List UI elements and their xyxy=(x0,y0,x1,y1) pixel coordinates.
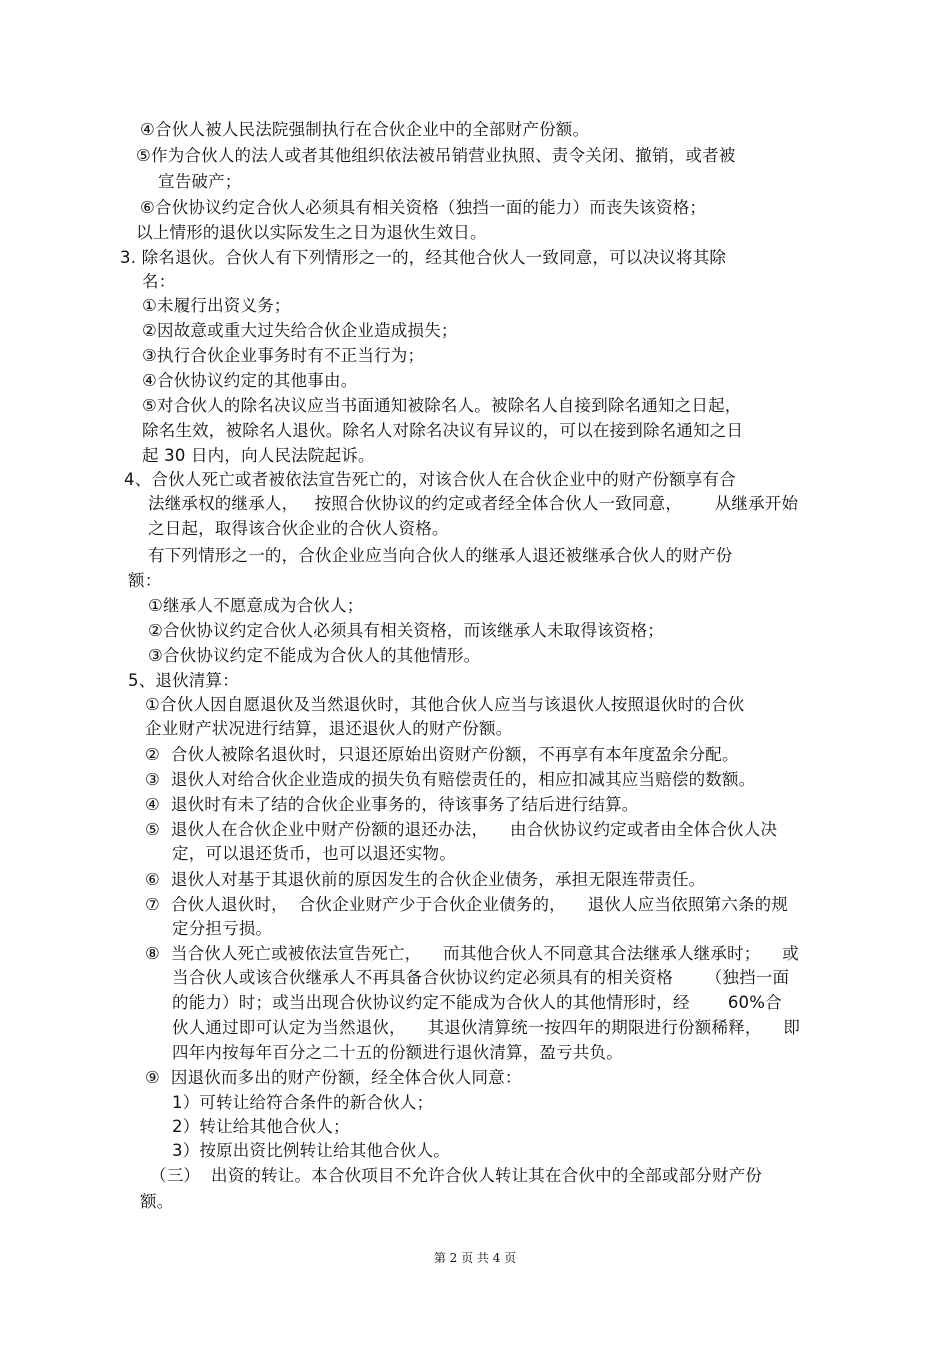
section-heading: 5、退伙清算： xyxy=(128,671,239,690)
text-line: 之日起，取得该合伙企业的合伙人资格。 xyxy=(148,519,449,538)
text-line: ⑥合伙协议约定合伙人必须具有相关资格（独挡一面的能力）而丧失该资格； xyxy=(140,198,707,217)
list-item: ②因故意或重大过失给合伙企业造成损失； xyxy=(142,321,458,340)
list-item: ②合伙协议约定合伙人必须具有相关资格，而该继承人未取得该资格； xyxy=(148,621,664,640)
text-line: 有下列情形之一的，合伙企业应当向合伙人的继承人退还被继承合伙人的财产份 xyxy=(148,546,733,565)
list-item: ①合伙人因自愿退伙及当然退伙时，其他合伙人应当与该退伙人按照退伙时的合伙 xyxy=(145,695,745,714)
section-heading: 4、合伙人死亡或者被依法宣告死亡的，对该合伙人在合伙企业中的财产份额享有合 xyxy=(124,470,736,489)
list-item: ⑦ 合伙人退伙时， 合伙企业财产少于合伙企业债务的， 退伙人应当依照第六条的规 xyxy=(145,895,789,914)
list-item: ⑤对合伙人的除名决议应当书面通知被除名人。被除名人自接到除名通知之日起， xyxy=(142,396,742,415)
text-line: 起 30 日内，向人民法院起诉。 xyxy=(142,446,375,465)
list-item: ⑨ 因退伙而多出的财产份额，经全体合伙人同意： xyxy=(145,1068,522,1087)
text-line: ⑤作为合伙人的法人或者其他组织依法被吊销营业执照、责令关闭、撤销，或者被 xyxy=(136,146,736,165)
text-line: 额： xyxy=(128,571,162,590)
list-item: ④ 退伙时有未了结的合伙企业事务的，待该事务了结后进行结算。 xyxy=(145,795,639,814)
list-item: ④合伙协议约定的其他事由。 xyxy=(142,371,358,390)
text-line: 伙人通过即可认定为当然退伙， 其退伙清算统一按四年的期限进行份额稀释， 即 xyxy=(172,1018,801,1037)
list-item: ⑧ 当合伙人死亡或被依法宣告死亡， 而其他合伙人不同意其合法继承人继承时； 或 xyxy=(145,944,799,963)
text-line: 宣告破产； xyxy=(158,172,242,191)
list-item: ③执行合伙企业事务时有不正当行为； xyxy=(142,346,425,365)
list-item: 1）可转让给符合条件的新合伙人； xyxy=(172,1093,434,1112)
list-item: ①继承人不愿意成为合伙人； xyxy=(148,596,364,615)
text-line: 法继承权的继承人， 按照合伙协议的约定或者经全体合伙人一致同意， 从继承开始 xyxy=(148,494,799,513)
list-item: ② 合伙人被除名退伙时，只退还原始出资财产份额，不再享有本年度盈余分配。 xyxy=(145,745,739,764)
text-line: 额。 xyxy=(140,1192,174,1211)
text-line: 企业财产状况进行结算，退还退伙人的财产份额。 xyxy=(145,719,513,738)
page-footer: 第 2 页 共 4 页 xyxy=(433,1251,517,1265)
list-item: ⑥ 退伙人对基于其退伙前的原因发生的合伙企业债务，承担无限连带责任。 xyxy=(145,870,706,889)
section-heading: 3. 除名退伙。合伙人有下列情形之一的，经其他合伙人一致同意，可以决议将其除 xyxy=(120,248,727,267)
list-item: ③合伙协议约定不能成为合伙人的其他情形。 xyxy=(148,646,481,665)
text-line: 定，可以退还货币，也可以退还实物。 xyxy=(172,844,456,863)
list-item: 3）按原出资比例转让给其他合伙人。 xyxy=(172,1141,450,1160)
text-line: 当合伙人或该合伙继承人不再具备合伙协议约定必须具有的相关资格 （独挡一面 xyxy=(172,968,790,987)
list-item: ⑤ 退伙人在合伙企业中财产份额的退还办法， 由合伙协议约定或者由全体合伙人决 xyxy=(145,820,778,839)
text-line: 除名生效，被除名人退伙。除名人对除名决议有异议的，可以在接到除名通知之日 xyxy=(142,421,744,440)
list-item: 2）转让给其他合伙人； xyxy=(172,1117,350,1136)
list-item: ①未履行出资义务； xyxy=(142,296,291,315)
text-line: ④合伙人被人民法院强制执行在合伙企业中的全部财产份额。 xyxy=(140,120,590,139)
text-line: 四年内按每年百分之二十五的份额进行退伙清算，盈亏共负。 xyxy=(172,1043,623,1062)
text-line: 名： xyxy=(142,272,176,291)
section-heading: （三） 出资的转让。本合伙项目不允许合伙人转让其在合伙中的全部或部分财产份 xyxy=(150,1166,763,1185)
text-line: 的能力）时；或当出现合伙协议约定不能成为合伙人的其他情形时，经 60%合 xyxy=(172,993,782,1012)
text-line: 以上情形的退伙以实际发生之日为退伙生效日。 xyxy=(136,223,487,242)
text-line: 定分担亏损。 xyxy=(172,919,273,938)
list-item: ③ 退伙人对给合伙企业造成的损失负有赔偿责任的，相应扣减其应当赔偿的数额。 xyxy=(145,770,756,789)
